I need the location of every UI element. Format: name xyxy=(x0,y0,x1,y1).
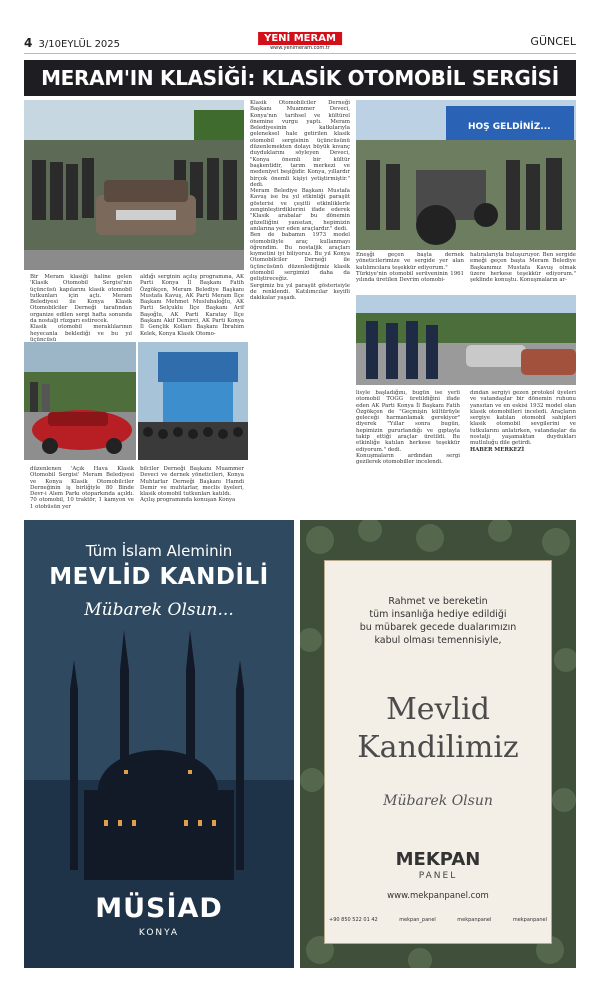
ad-line-3: Mübarek Olsun... xyxy=(84,600,234,620)
social-contact[interactable]: mekpan_panel xyxy=(399,917,436,923)
byline: HABER MERKEZİ xyxy=(470,446,525,453)
article-column-5 xyxy=(250,100,350,302)
page-number: 4 xyxy=(24,36,33,50)
section-label: GÜNCEL xyxy=(530,35,576,48)
paragraph: Türkiye'nin otomobil serüveninin 1961 yılında üretilen Devrim otomobi- xyxy=(356,270,464,284)
mekpan-website[interactable]: www.mekpanpanel.com xyxy=(387,891,489,901)
paragraph: aldığı serginin açılış programına, AK Parti Konya İl Başkanı Fatih Özgökçen, Meram Belediye Başkanı Mustafa Kavuş, AK Parti Meram İlçe Başkanı Mehmet Muslubaloğlu, AK Parti Selçuklu İlçe Başkanı Arif Başoğlu, AK Parti Karatay İlçe Başkanı Akif Demirci, AK Parti Konya İl Gençlik Kolları Başkanı İbrahim Kelek, Konya Klasik Otomo- xyxy=(140,274,244,337)
paragraph: Klasik Otomobilciler Derneği Başkanı Muammer Deveci, Konya'nın tarihsel ve kültürel önemine vurgu yaptı. Meram Belediyesinin katkılarıyla geleneksel hale getirilen klasik otomobil sergisinin üçüncüsünü düzenlemekten dolayı büyük kıvanç duyduklarını söyleyen Deveci, "Konya önemli bir kültür başkentidir, tarım merkezi ve medeniyet beşiğidir. Konya, yıllardır birçok önemli kişiyi yetiştirmiştir." dedi. xyxy=(250,100,350,188)
ad-line-2: MEVLİD KANDİLİ xyxy=(49,564,269,590)
paragraph: Sergimiz bu yıl paraşüt gösterisiyle de renklendi. Katılımcılar keyifli dakikalar yaşadı. xyxy=(250,282,350,302)
ad-line-1: Tüm İslam Aleminin xyxy=(85,542,233,560)
article-column-6 xyxy=(356,252,464,283)
mekpan-sub: PANEL xyxy=(418,871,458,881)
article-column-1 xyxy=(30,274,132,343)
social-contact[interactable]: mekpanpanel xyxy=(457,917,492,923)
paragraph: Ben de babamın 1973 model otomobiliyle araç kullanmayı öğrendim. Bu nostaljik araçları kıymetini iyi biliyoruz. Bu yıl Konya Otomobilciler Derneği ile üçüncüsünü düzenlediğimiz klasik otomobil sergimizi daha da geliştireceğiz. xyxy=(250,232,350,283)
paragraph: Bir Meram klasiği haline gelen 'Klasik Otomobil Sergisi'nin üçüncüsü kapılarını klasik otomobil tutkunları için açtı. Meram Belediyesi ile Konya Klasik Otomobilciler Derneği tarafından organize edilen sergi hafta sonunda da nostalji rüzgarı estirecek. xyxy=(30,274,132,325)
article-column-3 xyxy=(140,274,244,337)
paragraph: Konuşmaların ardından sergi gezilerek otomobiller incelendi. xyxy=(356,452,460,466)
greeting-title: Mevlid Kandilimiz xyxy=(357,692,519,765)
photo-red-car xyxy=(24,342,136,460)
article-column-9 xyxy=(470,390,576,453)
issue-date: 3/10EYLÜL 2025 xyxy=(38,39,121,50)
phone-contact[interactable]: +90 850 522 01 42 xyxy=(329,917,378,923)
photo-visitors-cars xyxy=(356,295,576,385)
paragraph: dından sergiyi gezen protokol üyeleri ve vatandaşlar bir dönemin ruhunu yansıtan ve en eskisi 1932 model olan klasik otomobilleri inceledi. Araçların sergiye katılan otomobil sahipleri klasik otomobil sevgilerini ve tutkularını anlatırken, vatandaşlar da nostalji yaşamaktan duydukları mutluluğu dile getirdi. xyxy=(470,390,576,447)
logo-text: YENİ MERAM xyxy=(258,32,342,45)
social-contact[interactable]: mekpanpanel xyxy=(512,917,547,923)
paragraph: Meram Belediye Başkanı Mustafa Kavuş ise bu yıl etkinliği paraşüt gösterisi ve çeşitli etkinliklerle zenginleştirdiklerini ifade ederek "Klasik arabalar bu dönemin güzelliğini yansıtan, hepimizin anılarına yer eden araçlardır." dedi. xyxy=(250,188,350,232)
article-column-7 xyxy=(356,390,460,466)
paragraph: düzenlenen 'Açık Hava Klasik Otomobil Sergisi' Meram Belediyesi ve Konya Klasik Otomobilciler Derneğinin iş birliğiyle 80 Binde Devr-i Alem Parkı otoparkında açıldı. 70 otomobil, 10 traktör, 1 kamyon ve 1 otobüsün yer xyxy=(30,466,134,510)
newspaper-logo[interactable] xyxy=(258,32,342,51)
mekpan-advertisement[interactable] xyxy=(300,520,576,968)
greeting-card xyxy=(324,560,552,944)
photo-tractor xyxy=(356,100,576,250)
musiad-city: KONYA xyxy=(138,928,180,938)
photo-stage-event xyxy=(138,342,248,460)
mekpan-logo: MEKPAN xyxy=(395,849,481,870)
greeting-signature: Mübarek Olsun xyxy=(383,793,493,809)
paragraph: Açılış programında konuşan Konya xyxy=(140,497,236,504)
musiad-advertisement[interactable] xyxy=(24,520,294,968)
article-headline: MERAM'IN KLASİĞİ: KLASİK OTOMOBİL SERGİSİ xyxy=(24,60,576,96)
logo-url: www.yenimeram.com.tr xyxy=(270,45,330,51)
paragraph: lisyle başladığını, bugün ise yerli otomobil TOGG üretildiğini ifade eden AK Parti Konya İl Başkanı Fatih Özgökçen de "Geçmişin kültürüyle geleceği harmanlamak gerekiyor" diyerek "Yıllar sonra bugün, hepimizin gururlandığı ve gıptayla takip ettiği araçlar üretildi. Bu etkinliğe katılan herkese teşekkür ediyorum." dedi. xyxy=(356,390,460,453)
paragraph: Klasik otomobil meraklılarının heyecanla beklediği ve bu yıl üçüncüsü xyxy=(30,324,132,343)
paragraph: bilciler Derneği Başkanı Muammer Deveci ve dernek yöneticileri, Konya Muhtarlar Derneği Başkanı Hamdi Demir ve muhtarlar, meclis üyeleri, klasik otomobil tutkunları katıldı. xyxy=(140,466,244,498)
mekpan-contacts xyxy=(329,917,547,923)
article-column-4 xyxy=(140,466,244,504)
page-header xyxy=(24,32,576,54)
greeting-message: Rahmet ve bereketin tüm insanlığa hediye edildiği bu mübarek gecede dualarımızın kabul olması temennisiyle, xyxy=(359,596,517,646)
photo-classic-car-crowd xyxy=(24,100,244,270)
page-info xyxy=(24,36,120,50)
article-column-8 xyxy=(470,252,576,283)
paragraph: hatıralarıyla buluşuruyor. Ben sergide emeği geçen başta Meram Belediye Başkanımız Mustafa Kavuş olmak üzere herkese teşekkür ediyorum." şeklinde konuştu. Konuşmaların ar- xyxy=(470,252,576,284)
article-column-2 xyxy=(30,466,134,510)
musiad-logo: MÜSİAD xyxy=(95,893,223,924)
event-banner-text: HOŞ GELDİNİZ... xyxy=(468,122,551,132)
paragraph: Eneşği geçen başta dernek yöneticilerimize ve sergide yer alan katılımcılara teşekkür ediyorum." xyxy=(356,252,464,271)
